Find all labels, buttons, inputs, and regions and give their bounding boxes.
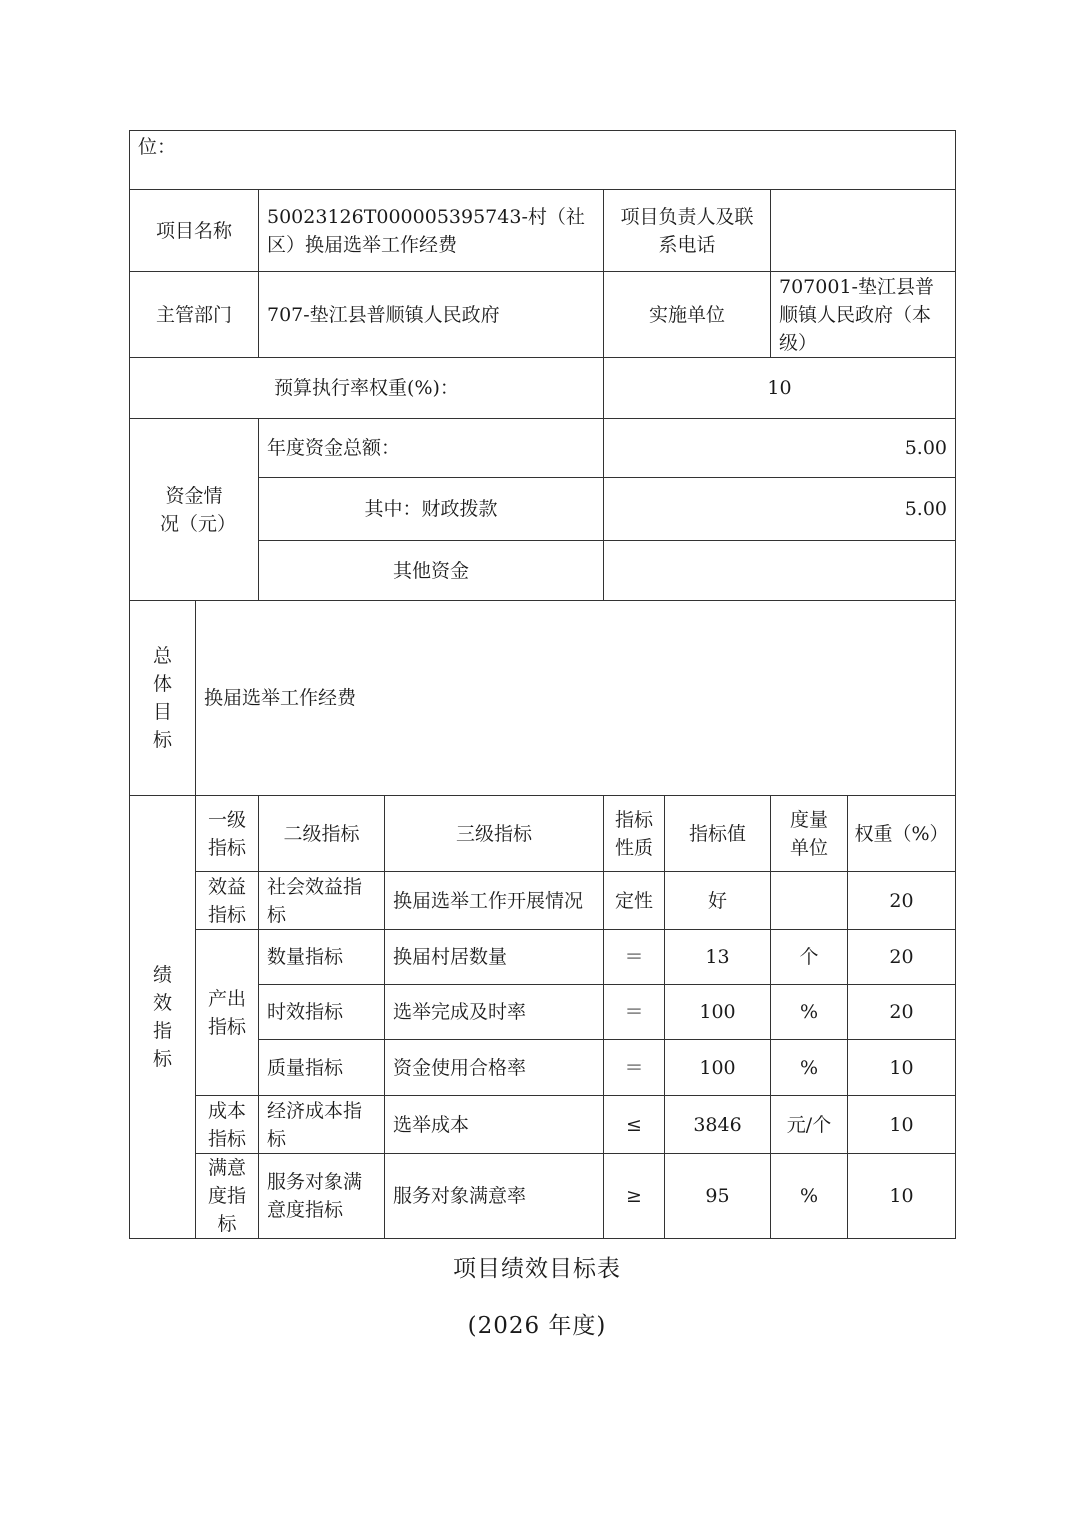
goal-value: 换届选举工作经费 [196, 601, 956, 796]
budget-rate-label: 预算执行率权重(%)： [130, 358, 604, 419]
level2-cell: 社会效益指标 [259, 872, 385, 930]
weight-cell: 10 [848, 1096, 956, 1154]
level2-cell: 服务对象满意度指标 [259, 1154, 385, 1239]
indicators-section-cell [130, 796, 196, 1239]
weight-cell: 10 [848, 1154, 956, 1239]
project-name-label: 项目名称 [130, 190, 259, 272]
level1-satisfaction: 满意度指标 [196, 1154, 259, 1239]
nature-cell: 定性 [604, 872, 665, 930]
nature-cell: ＝ [604, 930, 665, 985]
funds-fiscal-value: 5.00 [604, 478, 956, 541]
unit-cell: 元/个 [771, 1096, 848, 1154]
weight-cell: 10 [848, 1040, 956, 1096]
header-level1: 一级指标 [196, 796, 259, 872]
unit-cell: 个 [771, 930, 848, 985]
unit-cell: % [771, 1154, 848, 1239]
goal-label: 总体目标 [153, 645, 173, 751]
level3-cell: 选举成本 [385, 1096, 604, 1154]
unit-cell: % [771, 985, 848, 1040]
nature-cell: ≥ [604, 1154, 665, 1239]
level3-cell: 资金使用合格率 [385, 1040, 604, 1096]
weight-cell: 20 [848, 872, 956, 930]
level2-cell: 数量指标 [259, 930, 385, 985]
level3-cell: 服务对象满意率 [385, 1154, 604, 1239]
value-cell: 3846 [665, 1096, 771, 1154]
budget-rate-value: 10 [604, 358, 956, 419]
value-cell: 100 [665, 1040, 771, 1096]
level1-output: 产出指标 [196, 930, 259, 1096]
impl-unit-value: 707001-垫江县普顺镇人民政府（本级） [771, 272, 956, 358]
level1-benefit: 效益指标 [196, 872, 259, 930]
funds-total-label: 年度资金总额： [259, 419, 604, 478]
nature-cell: ＝ [604, 1040, 665, 1096]
department-label: 主管部门 [130, 272, 259, 358]
level2-cell: 时效指标 [259, 985, 385, 1040]
funds-other-value [604, 541, 956, 601]
funds-total-value: 5.00 [604, 419, 956, 478]
unit-cell [771, 872, 848, 930]
nature-cell: ＝ [604, 985, 665, 1040]
level2-cell: 质量指标 [259, 1040, 385, 1096]
indicators-section-label: 绩效指标 [153, 964, 173, 1070]
value-cell: 好 [665, 872, 771, 930]
funds-fiscal-label: 其中：财政拨款 [259, 478, 604, 541]
level3-cell: 选举完成及时率 [385, 985, 604, 1040]
nature-cell: ≤ [604, 1096, 665, 1154]
level3-cell: 换届村居数量 [385, 930, 604, 985]
unit-cell: % [771, 1040, 848, 1096]
header-value: 指标值 [665, 796, 771, 872]
value-cell: 95 [665, 1154, 771, 1239]
funds-label: 资金情况（元） [130, 419, 259, 601]
table-caption-year: (2026 年度) [467, 1313, 607, 1339]
table-row [130, 872, 956, 930]
project-contact-label: 项目负责人及联系电话 [604, 190, 771, 272]
unit-row [130, 131, 956, 190]
funds-other-label: 其他资金 [259, 541, 604, 601]
impl-unit-label: 实施单位 [604, 272, 771, 358]
table-caption-title: 项目绩效目标表 [453, 1256, 621, 1282]
project-contact-value [771, 190, 956, 272]
header-level3: 三级指标 [385, 796, 604, 872]
header-nature: 指标性质 [604, 796, 665, 872]
header-level2: 二级指标 [259, 796, 385, 872]
unit-label: 位： [138, 136, 177, 158]
value-cell: 13 [665, 930, 771, 985]
level3-cell: 换届选举工作开展情况 [385, 872, 604, 930]
weight-cell: 20 [848, 930, 956, 985]
header-unit: 度量单位 [771, 796, 848, 872]
level2-cell: 经济成本指标 [259, 1096, 385, 1154]
project-name-value: 50023126T000005395743-村（社区）换届选举工作经费 [259, 190, 604, 272]
table-row [130, 1154, 956, 1239]
goal-label-cell [130, 601, 196, 796]
table-row [130, 930, 956, 985]
table-row [130, 1096, 956, 1154]
value-cell: 100 [665, 985, 771, 1040]
performance-target-table [129, 130, 956, 1239]
level1-cost: 成本指标 [196, 1096, 259, 1154]
header-weight: 权重（%） [848, 796, 956, 872]
weight-cell: 20 [848, 985, 956, 1040]
department-value: 707-垫江县普顺镇人民政府 [259, 272, 604, 358]
